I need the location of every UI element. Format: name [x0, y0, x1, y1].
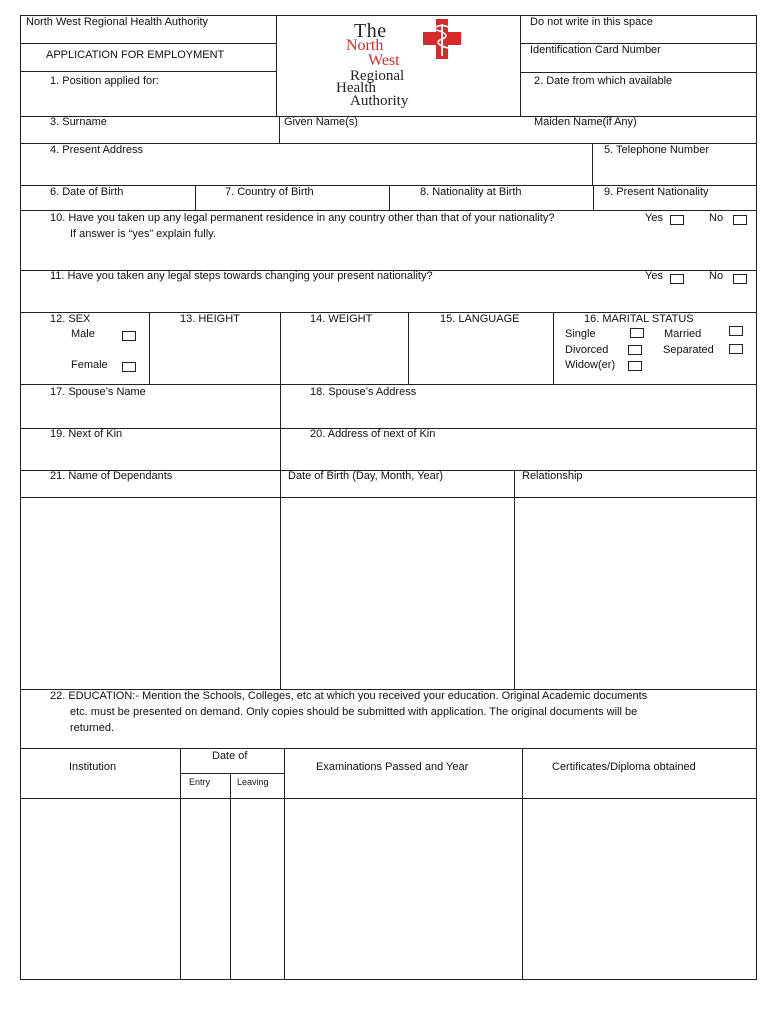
authority-logo: [336, 18, 466, 112]
given-names-label: Given Name(s): [284, 116, 358, 128]
dependants-dob-header: Date of Birth (Day, Month, Year): [288, 470, 444, 482]
kin-name-label: 19. Next of Kin: [50, 428, 123, 440]
position-applied-label: 1. Position applied for:: [50, 75, 159, 87]
q10-yes-label: Yes: [645, 212, 663, 224]
nat-birth-label: 8. Nationality at Birth: [420, 186, 522, 198]
q10-no-label: No: [709, 212, 724, 224]
divorced-label: Divorced: [565, 344, 609, 356]
logo-word-north: North: [346, 37, 384, 54]
female-label: Female: [71, 359, 108, 371]
dependants-name-header: 21. Name of Dependants: [50, 470, 173, 482]
education-intro-line3: returned.: [70, 722, 115, 734]
org-name: North West Regional Health Authority: [26, 16, 208, 28]
medical-cross-icon: [422, 18, 462, 60]
divorced-checkbox[interactable]: [628, 345, 642, 355]
q11-yes-checkbox[interactable]: [670, 274, 684, 284]
surname-label: 3. Surname: [50, 116, 107, 128]
logo-word-regional: Regional: [350, 68, 405, 84]
available-date-label: 2. Date from which available: [534, 75, 673, 87]
id-card-label: Identification Card Number: [530, 44, 661, 56]
present-nat-label: 9. Present Nationality: [604, 186, 709, 198]
education-intro-line1: 22. EDUCATION:- Mention the Schools, Colleges, etc at which you received your education. Original Academic documents: [50, 690, 648, 702]
education-entry-area[interactable]: [20, 798, 757, 980]
widow-label: Widow(er): [565, 359, 616, 371]
kin-address-label: 20. Address of next of Kin: [310, 428, 436, 440]
education-intro-line2: etc. must be presented on demand. Only copies should be submitted with application. The original documents will be: [70, 706, 638, 718]
q11-yes-label: Yes: [645, 270, 663, 282]
weight-label: 14. WEIGHT: [310, 313, 373, 325]
edu-certs-header: Certificates/Diploma obtained: [552, 761, 696, 773]
married-label: Married: [664, 328, 702, 340]
edu-date-of-header: Date of: [212, 750, 248, 762]
q11-no-label: No: [709, 270, 724, 282]
separated-checkbox[interactable]: [729, 344, 743, 354]
language-label: 15. LANGUAGE: [440, 313, 520, 325]
logo-word-health: Health: [336, 80, 376, 96]
female-checkbox[interactable]: [122, 362, 136, 372]
logo-word-west: West: [368, 52, 400, 69]
spouse-name-label: 17. Spouse’s Name: [50, 386, 146, 398]
office-use-label: Do not write in this space: [530, 16, 653, 28]
telephone-label: 5. Telephone Number: [604, 144, 709, 156]
edu-date-subdivider: [180, 773, 285, 774]
separated-label: Separated: [663, 344, 714, 356]
widow-checkbox[interactable]: [628, 361, 642, 371]
male-label: Male: [71, 328, 95, 340]
married-checkbox[interactable]: [729, 326, 743, 336]
q10-question: 10. Have you taken up any legal permanent residence in any country other than that of your nationality?: [50, 212, 555, 224]
q10-no-checkbox[interactable]: [733, 215, 747, 225]
dependants-entry-area[interactable]: [20, 497, 757, 690]
edu-leaving-header: Leaving: [237, 777, 269, 787]
q10-explain-label: If answer is “yes” explain fully.: [70, 228, 216, 240]
q11-no-checkbox[interactable]: [733, 274, 747, 284]
q10-yes-checkbox[interactable]: [670, 215, 684, 225]
male-checkbox[interactable]: [122, 331, 136, 341]
logo-word-the: The: [354, 20, 387, 42]
height-label: 13. HEIGHT: [180, 313, 240, 325]
dependants-relationship-header: Relationship: [522, 470, 583, 482]
present-address-label: 4. Present Address: [50, 144, 143, 156]
single-checkbox[interactable]: [630, 328, 644, 338]
edu-exams-header: Examinations Passed and Year: [316, 761, 469, 773]
single-label: Single: [565, 328, 596, 340]
edu-entry-header: Entry: [189, 777, 211, 787]
q11-question: 11. Have you taken any legal steps towards changing your present nationality?: [50, 270, 433, 282]
maiden-name-label: Maiden Name(if Any): [534, 116, 637, 128]
form-title: APPLICATION FOR EMPLOYMENT: [46, 49, 225, 61]
spouse-address-label: 18. Spouse’s Address: [310, 386, 417, 398]
cob-label: 7. Country of Birth: [225, 186, 314, 198]
sex-label: 12. SEX: [50, 313, 91, 325]
logo-word-authority: Authority: [350, 93, 409, 109]
marital-status-label: 16. MARITAL STATUS: [584, 313, 694, 325]
edu-institution-header: Institution: [69, 761, 117, 773]
dob-label: 6. Date of Birth: [50, 186, 124, 198]
